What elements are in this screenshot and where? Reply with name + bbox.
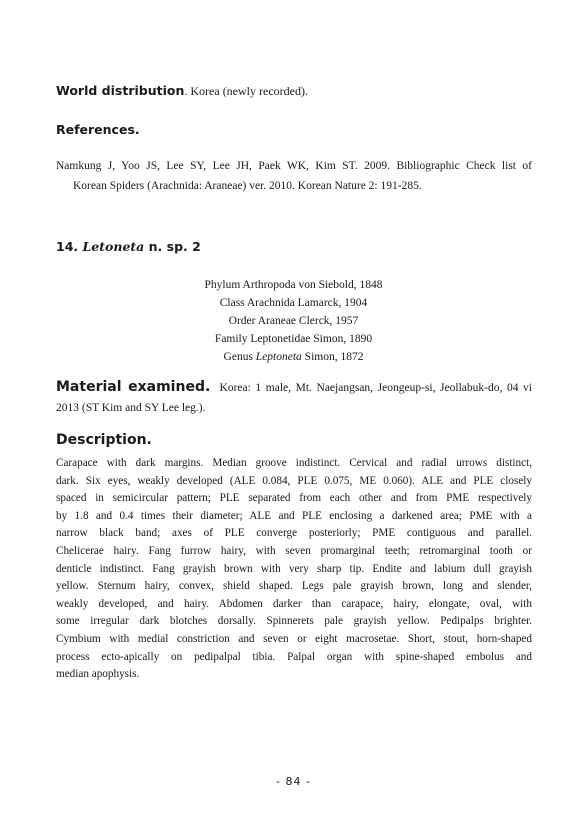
world-distribution-label: World distribution: [56, 83, 185, 98]
description-line: denticle indistinct. Fang grayish brown with very sharp tip. Endite and labium dull grayish: [56, 562, 532, 575]
page-number: - 84 -: [276, 775, 311, 788]
material-line-1: [56, 377, 532, 398]
taxonomy-family: Family Leptonetidae Simon, 1890: [214, 333, 373, 345]
description-line: weakly developed, and hairy. Abdomen darker than carapace, hairy, elongate, oval, with: [56, 597, 532, 610]
material-examined: [56, 377, 532, 418]
taxonomy-genus: [0, 348, 587, 366]
taxonomy-block: [0, 276, 587, 366]
description-heading: Description.: [56, 432, 152, 448]
taxonomy-phylum: Phylum Arthropoda von Siebold, 1848: [204, 279, 383, 291]
references-heading: References.: [56, 122, 140, 137]
reference-entry: [56, 156, 532, 196]
reference-line-1: Namkung J, Yoo JS, Lee SY, Lee JH, Paek WK, Kim ST. 2009. Bibliographic Check list of: [56, 160, 532, 172]
description-body: [56, 455, 532, 684]
description-line: median apophysis.: [56, 668, 140, 681]
description-line: dark. Six eyes, weakly developed (ALE 0.084, PLE 0.075, ME 0.060). ALE and PLE closely: [56, 474, 532, 487]
material-text-1: Korea: 1 male, Mt. Naejangsan, Jeongeup-si, Jeollabuk-do, 04 vi: [219, 382, 532, 394]
description-line: spaced in semicircular pattern; PLE separated from each other and from PME respectively: [56, 492, 532, 505]
species-genus: Letoneta: [82, 239, 145, 254]
description-line: some irregular dark blotches dorsally. Spinnerets pale grayish yellow. Pedipalps brighter.: [56, 615, 532, 628]
world-distribution: [56, 83, 308, 99]
description-line: Carapace with dark margins. Median groove indistinct. Cervical and radial urrows distinct,: [56, 457, 532, 469]
description-line: by 1.8 and 0.4 times their diameter; ALE and PLE enclosing a darkened area; PME with a: [56, 509, 532, 522]
taxonomy-genus-suffix: Simon, 1872: [304, 351, 364, 363]
species-suffix: n. sp. 2: [148, 239, 201, 254]
description-line: yellow. Sternum hairy, convex, shield shaped. Legs pale grayish brown, long and slender,: [56, 580, 532, 593]
description-line: narrow black band; axes of PLE converge posteriorly; PME contiguous and parallel.: [56, 527, 532, 540]
material-label: Material examined.: [56, 379, 211, 395]
species-heading: [56, 239, 201, 254]
taxonomy-class: Class Arachnida Lamarck, 1904: [219, 297, 368, 309]
description-line: Chelicerae hairy. Fang furrow hairy, with seven promarginal teeth; retromarginal tooth or: [56, 544, 532, 557]
taxonomy-genus-name: Leptoneta: [255, 351, 302, 363]
material-line-2: 2013 (ST Kim and SY Lee leg.).: [56, 402, 206, 414]
world-distribution-text: . Korea (newly recorded).: [184, 84, 308, 98]
species-number: 14.: [56, 239, 79, 254]
taxonomy-order: Order Araneae Clerck, 1957: [228, 315, 359, 327]
taxonomy-genus-prefix: Genus: [223, 351, 253, 363]
description-line: Cymbium with medial constriction and seven or eight macrosetae. Short, stout, horn-shaped: [56, 632, 532, 645]
description-line: process ecto-apically on pedipalpal tibia. Palpal organ with spine-shaped embolus and: [56, 650, 532, 663]
reference-line-2: Korean Spiders (Arachnida: Araneae) ver. 2010. Korean Nature 2: 191-285.: [73, 180, 422, 192]
